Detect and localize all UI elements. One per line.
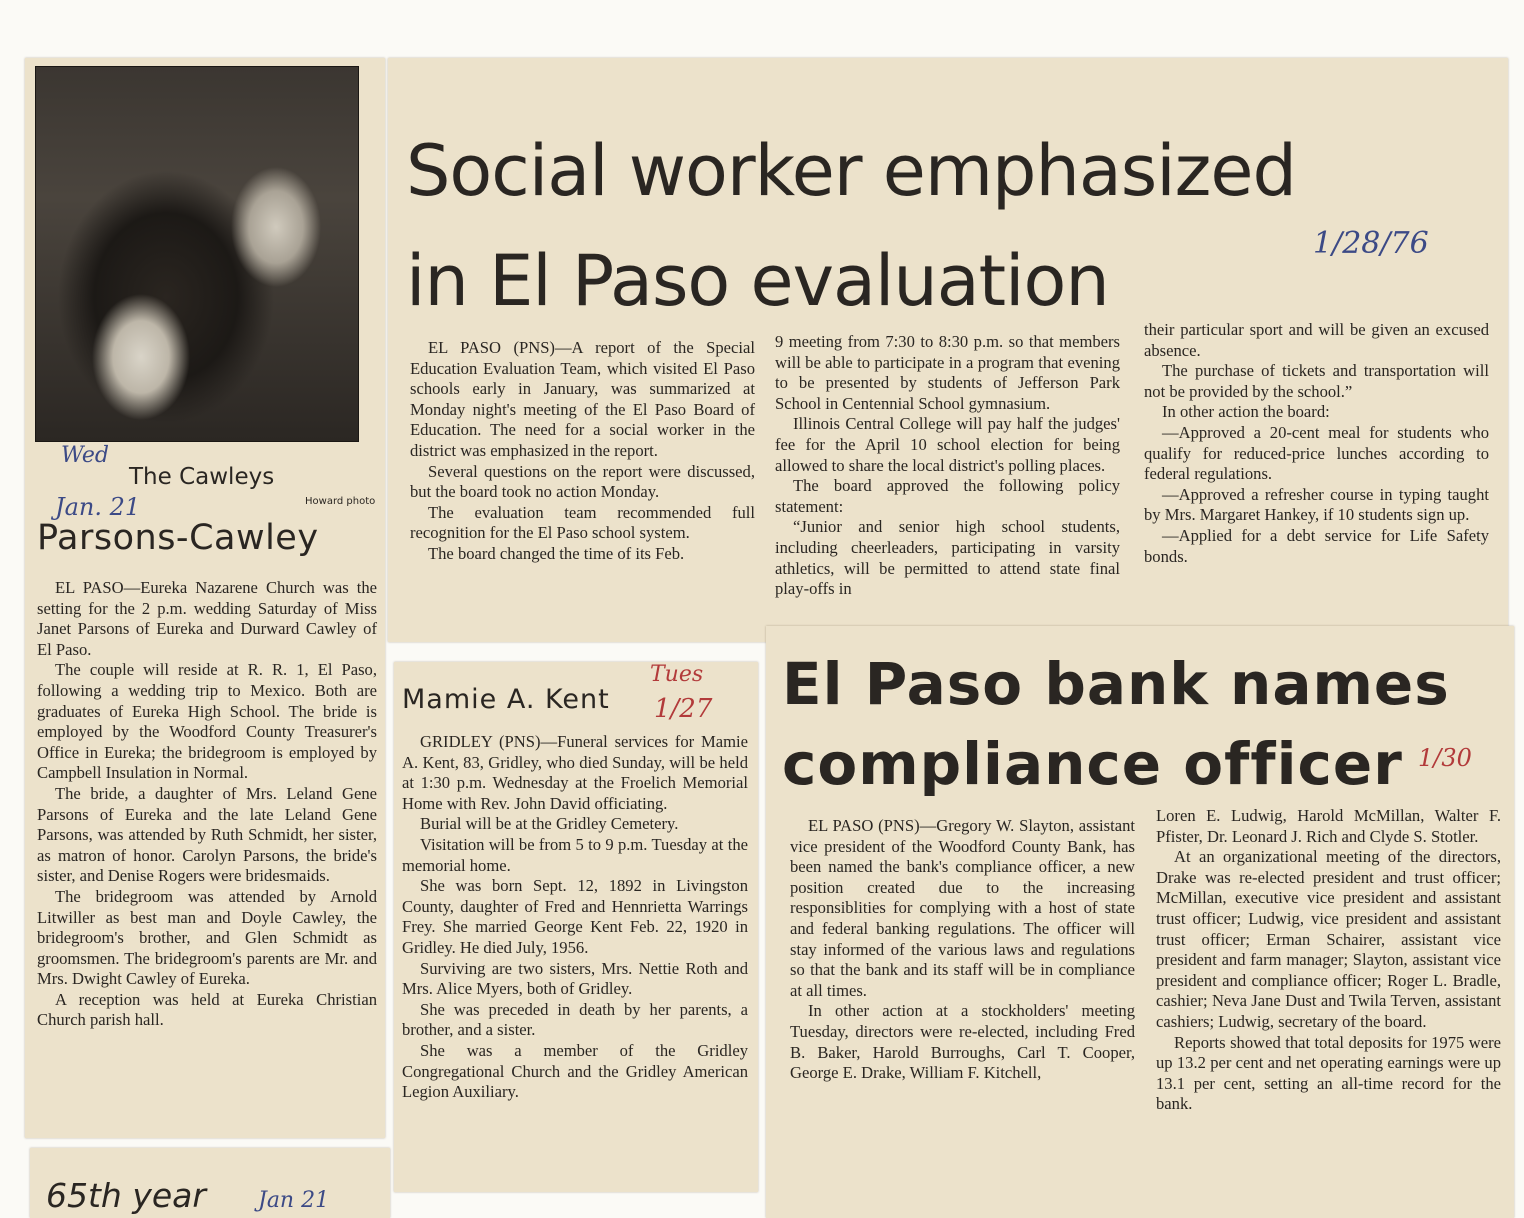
obituary-clipping bbox=[394, 662, 758, 1192]
wedding-paragraph: The bridegroom was attended by Arnold Litwiller as best man and Doyle Cawley, the bridegroom's brother, and Glen Schmidt as groomsmen. The bridegroom's parents are Mr. and Mrs. Dwight Cawley of Eureka. bbox=[37, 886, 377, 989]
article-paragraph: Several questions on the report were discussed, but the board took no action Monday. bbox=[410, 461, 755, 502]
obituary-paragraph: She was a member of the Gridley Congregational Church and the Gridley American Legion Auxiliary. bbox=[402, 1040, 748, 1102]
bank-paragraph: Reports showed that total deposits for 1975 were up 13.2 per cent and net operating earnings were up 13.1 per cent, setting an all-time record for the bank. bbox=[1156, 1032, 1501, 1114]
article-paragraph: “Junior and senior high school students, including cheerleaders, participating in varsity athletics, will be permitted to attend state final play-offs in bbox=[775, 517, 1120, 599]
bank-paragraph: In other action at a stockholders' meeting Tuesday, directors were re-elected, including Fred B. Baker, Harold Burroughs, Carl T. Cooper, George E. Drake, William F. Kitchell, bbox=[790, 1001, 1135, 1083]
article-paragraph: The board changed the time of its Feb. bbox=[428, 543, 685, 563]
bank-column-2 bbox=[1156, 806, 1501, 1115]
article-paragraph: The purchase of tickets and transportation will not be provided by the school.” bbox=[1144, 361, 1489, 401]
bank-clipping bbox=[766, 626, 1514, 1218]
bank-headline-line1: El Paso bank names bbox=[782, 650, 1450, 718]
bank-paragraph: EL PASO (PNS)—Gregory W. Slayton, assistant vice president of the Woodford County Bank, has been named the bank's compliance officer, a new position created due to the increasing responsiblities for complying with a host of state and federal banking regulations. The officer will stay informed of the various laws and regulations so that the bank and its staff will be in compliance at all times. bbox=[790, 816, 1135, 1000]
article-paragraph: their particular sport and will be given an excused absence. bbox=[1144, 320, 1489, 360]
article-paragraph: 9 meeting from 7:30 to 8:30 p.m. so that members will be able to participate in a program that evening to be presented by students of Jefferson Park School in Centennial School gymnasium. bbox=[775, 332, 1120, 413]
anniversary-headline: 65th year bbox=[46, 1176, 206, 1215]
obituary-paragraph: Visitation will be from 5 to 9 p.m. Tuesday at the memorial home. bbox=[402, 834, 748, 875]
obituary-handwritten-date: 1/27 bbox=[654, 694, 713, 724]
article-paragraph: The board approved the following policy statement: bbox=[775, 476, 1120, 516]
bank-column-1 bbox=[790, 816, 1135, 1084]
handwritten-date: Jan. 21 bbox=[55, 493, 141, 521]
bank-handwritten-date: 1/30 bbox=[1418, 744, 1472, 772]
wedding-paragraph: The couple will reside at R. R. 1, El Paso, following a wedding trip to Mexico. Both are graduates of Eureka High School. The bride is employed by the Woodford County Treasurer's Office in Eureka; the bridegroom is employed by Campbell Insulation in Normal. bbox=[37, 660, 377, 783]
obituary-paragraph: GRIDLEY (PNS)—Funeral services for Mamie A. Kent, 83, Gridley, who died Sunday, will be held at 1:30 p.m. Wednesday at the Froelich Memorial Home with Rev. John David officiating. bbox=[402, 732, 748, 813]
anniversary-clipping bbox=[30, 1148, 390, 1218]
article-paragraph: The evaluation team recommended full recognition for the El Paso school system. bbox=[410, 502, 755, 543]
bank-headline-line2: compliance officer bbox=[782, 730, 1403, 798]
wedding-article bbox=[37, 578, 377, 1031]
bank-paragraph: At an organizational meeting of the directors, Drake was re-elected president and trust officer; McMillan, executive vice president and assistant trust officer; Ludwig, vice president and assistant trust officer; Erman Schairer, assistant vice president and farm manager; Slayton, assistant vice president and compliance officer; Roger L. Bradle, cashier; Neva Jane Dust and Twila Terven, assistant cashiers; Ludwig, secretary of the board. bbox=[1156, 847, 1501, 1031]
article-paragraph: —Approved a 20-cent meal for students who qualify for reduced-price lunches according to federal regulations. bbox=[1144, 422, 1489, 484]
anniversary-handwritten: Jan 21 bbox=[258, 1188, 330, 1213]
social-worker-handwritten-date: 1/28/76 bbox=[1313, 226, 1429, 261]
social-worker-headline-line2: in El Paso evaluation bbox=[406, 240, 1109, 322]
obituary-paragraph: She was preceded in death by her parents, a brother, and a sister. bbox=[402, 999, 748, 1040]
wedding-photo bbox=[35, 66, 359, 442]
obituary-paragraph: She was born Sept. 12, 1892 in Livingston County, daughter of Fred and Hennrietta Warrings Frey. She married George Kent Feb. 22, 1920 in Gridley. He died July, 1956. bbox=[402, 876, 748, 957]
obituary-paragraph: Burial will be at the Gridley Cemetery. bbox=[420, 814, 679, 834]
article-paragraph: Illinois Central College will pay half the judges' fee for the April 10 school election for being allowed to share the local district's polling places. bbox=[775, 414, 1120, 475]
article-paragraph: In other action the board: bbox=[1162, 402, 1330, 422]
bank-paragraph: Loren E. Ludwig, Harold McMillan, Walter F. Pfister, Dr. Leonard J. Rich and Clyde S. Stotler. bbox=[1156, 806, 1501, 846]
obituary-headline: Mamie A. Kent bbox=[402, 684, 610, 715]
social-worker-column-2 bbox=[775, 332, 1120, 600]
article-paragraph: —Approved a refresher course in typing taught by Mrs. Margaret Hankey, if 10 students sign up. bbox=[1144, 484, 1489, 525]
wedding-paragraph: EL PASO—Eureka Nazarene Church was the setting for the 2 p.m. wedding Saturday of Miss Janet Parsons of Eureka and Durward Cawley of El Paso. bbox=[37, 578, 377, 659]
article-paragraph: —Applied for a debt service for Life Safety bonds. bbox=[1144, 525, 1489, 566]
photo-credit: Howard photo bbox=[305, 496, 376, 507]
social-worker-column-3 bbox=[1144, 320, 1489, 567]
obituary-paragraph: Surviving are two sisters, Mrs. Nettie Roth and Mrs. Alice Myers, both of Gridley. bbox=[402, 958, 748, 999]
handwritten-day: Wed bbox=[61, 443, 109, 468]
wedding-paragraph: A reception was held at Eureka Christian Church parish hall. bbox=[37, 989, 377, 1030]
social-worker-headline-line1: Social worker emphasized bbox=[406, 130, 1296, 212]
wedding-clipping bbox=[25, 58, 385, 1138]
photo-caption: The Cawleys bbox=[129, 464, 275, 490]
obituary-article bbox=[402, 732, 748, 1103]
wedding-paragraph: The bride, a daughter of Mrs. Leland Gene Parsons of Eureka and the late Leland Gene Parsons, was attended by Ruth Schmidt, her sister, as matron of honor. Carolyn Parsons, the bride's sister, and Denise Rogers were bridesmaids. bbox=[37, 783, 377, 886]
social-worker-column-1 bbox=[410, 338, 755, 565]
article-paragraph: EL PASO (PNS)—A report of the Special Education Evaluation Team, which visited El Paso schools early in January, was summarized at Monday night's meeting of the El Paso Board of Education. The need for a social worker in the district was emphasized in the report. bbox=[410, 338, 755, 460]
obituary-handwritten-day: Tues bbox=[650, 662, 704, 687]
wedding-headline: Parsons-Cawley bbox=[37, 518, 319, 558]
social-worker-clipping bbox=[388, 58, 1508, 642]
